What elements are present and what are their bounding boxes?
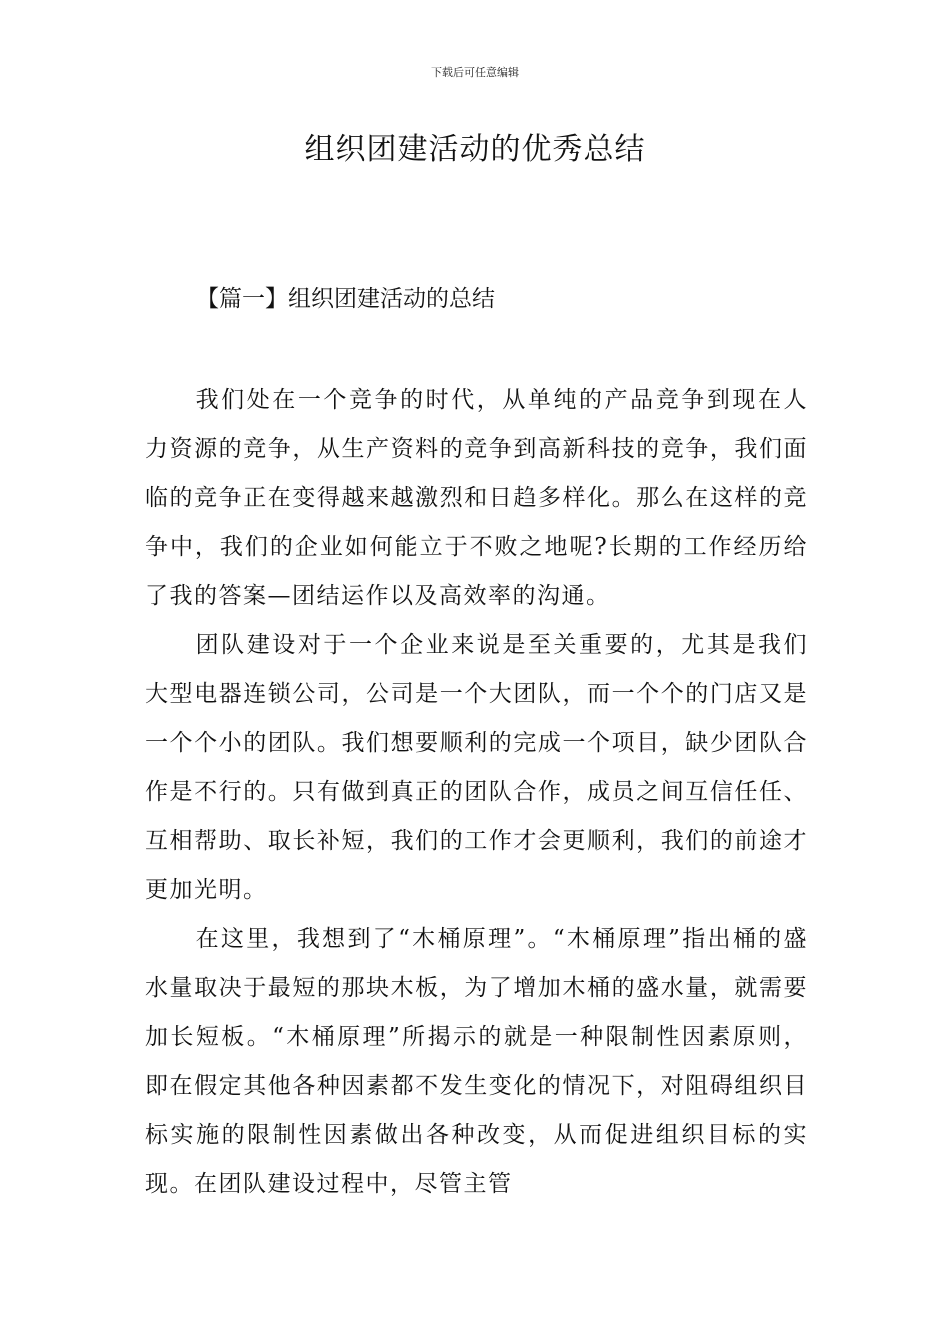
section-heading: 【篇一】组织团建活动的总结 xyxy=(196,286,495,312)
body-text xyxy=(145,376,808,1209)
paragraph-1: 我们处在一个竞争的时代，从单纯的产品竞争到现在人力资源的竞争，从生产资料的竞争到高新科技的竞争，我们面临的竞争正在变得越来越激烈和日趋多样化。那么在这样的竞争中，我们的企业如何能立于不败之地呢?长期的工作经历给了我的答案—团结运作以及高效率的沟通。 xyxy=(145,387,808,609)
document-title: 组织团建活动的优秀总结 xyxy=(304,132,646,167)
paragraph-2: 团队建设对于一个企业来说是至关重要的，尤其是我们大型电器连锁公司，公司是一个大团队，而一个个的门店又是一个个小的团队。我们想要顺利的完成一个项目，缺少团队合作是不行的。只有做到真正的团队合作，成员之间互信任任、互相帮助、取长补短，我们的工作才会更顺利，我们的前途才更加光明。 xyxy=(145,632,808,903)
paragraph-3: 在这里，我想到了“木桶原理”。“木桶原理”指出桶的盛水量取决于最短的那块木板，为了增加木桶的盛水量，就需要加长短板。“木桶原理”所揭示的就是一种限制性因素原则，即在假定其他各种因素都不发生变化的情况下，对阻碍组织目标实施的限制性因素做出各种改变，从而促进组织目标的实现。在团队建设过程中，尽管主管 xyxy=(145,926,808,1197)
header-note: 下载后可任意编辑 xyxy=(431,66,519,79)
